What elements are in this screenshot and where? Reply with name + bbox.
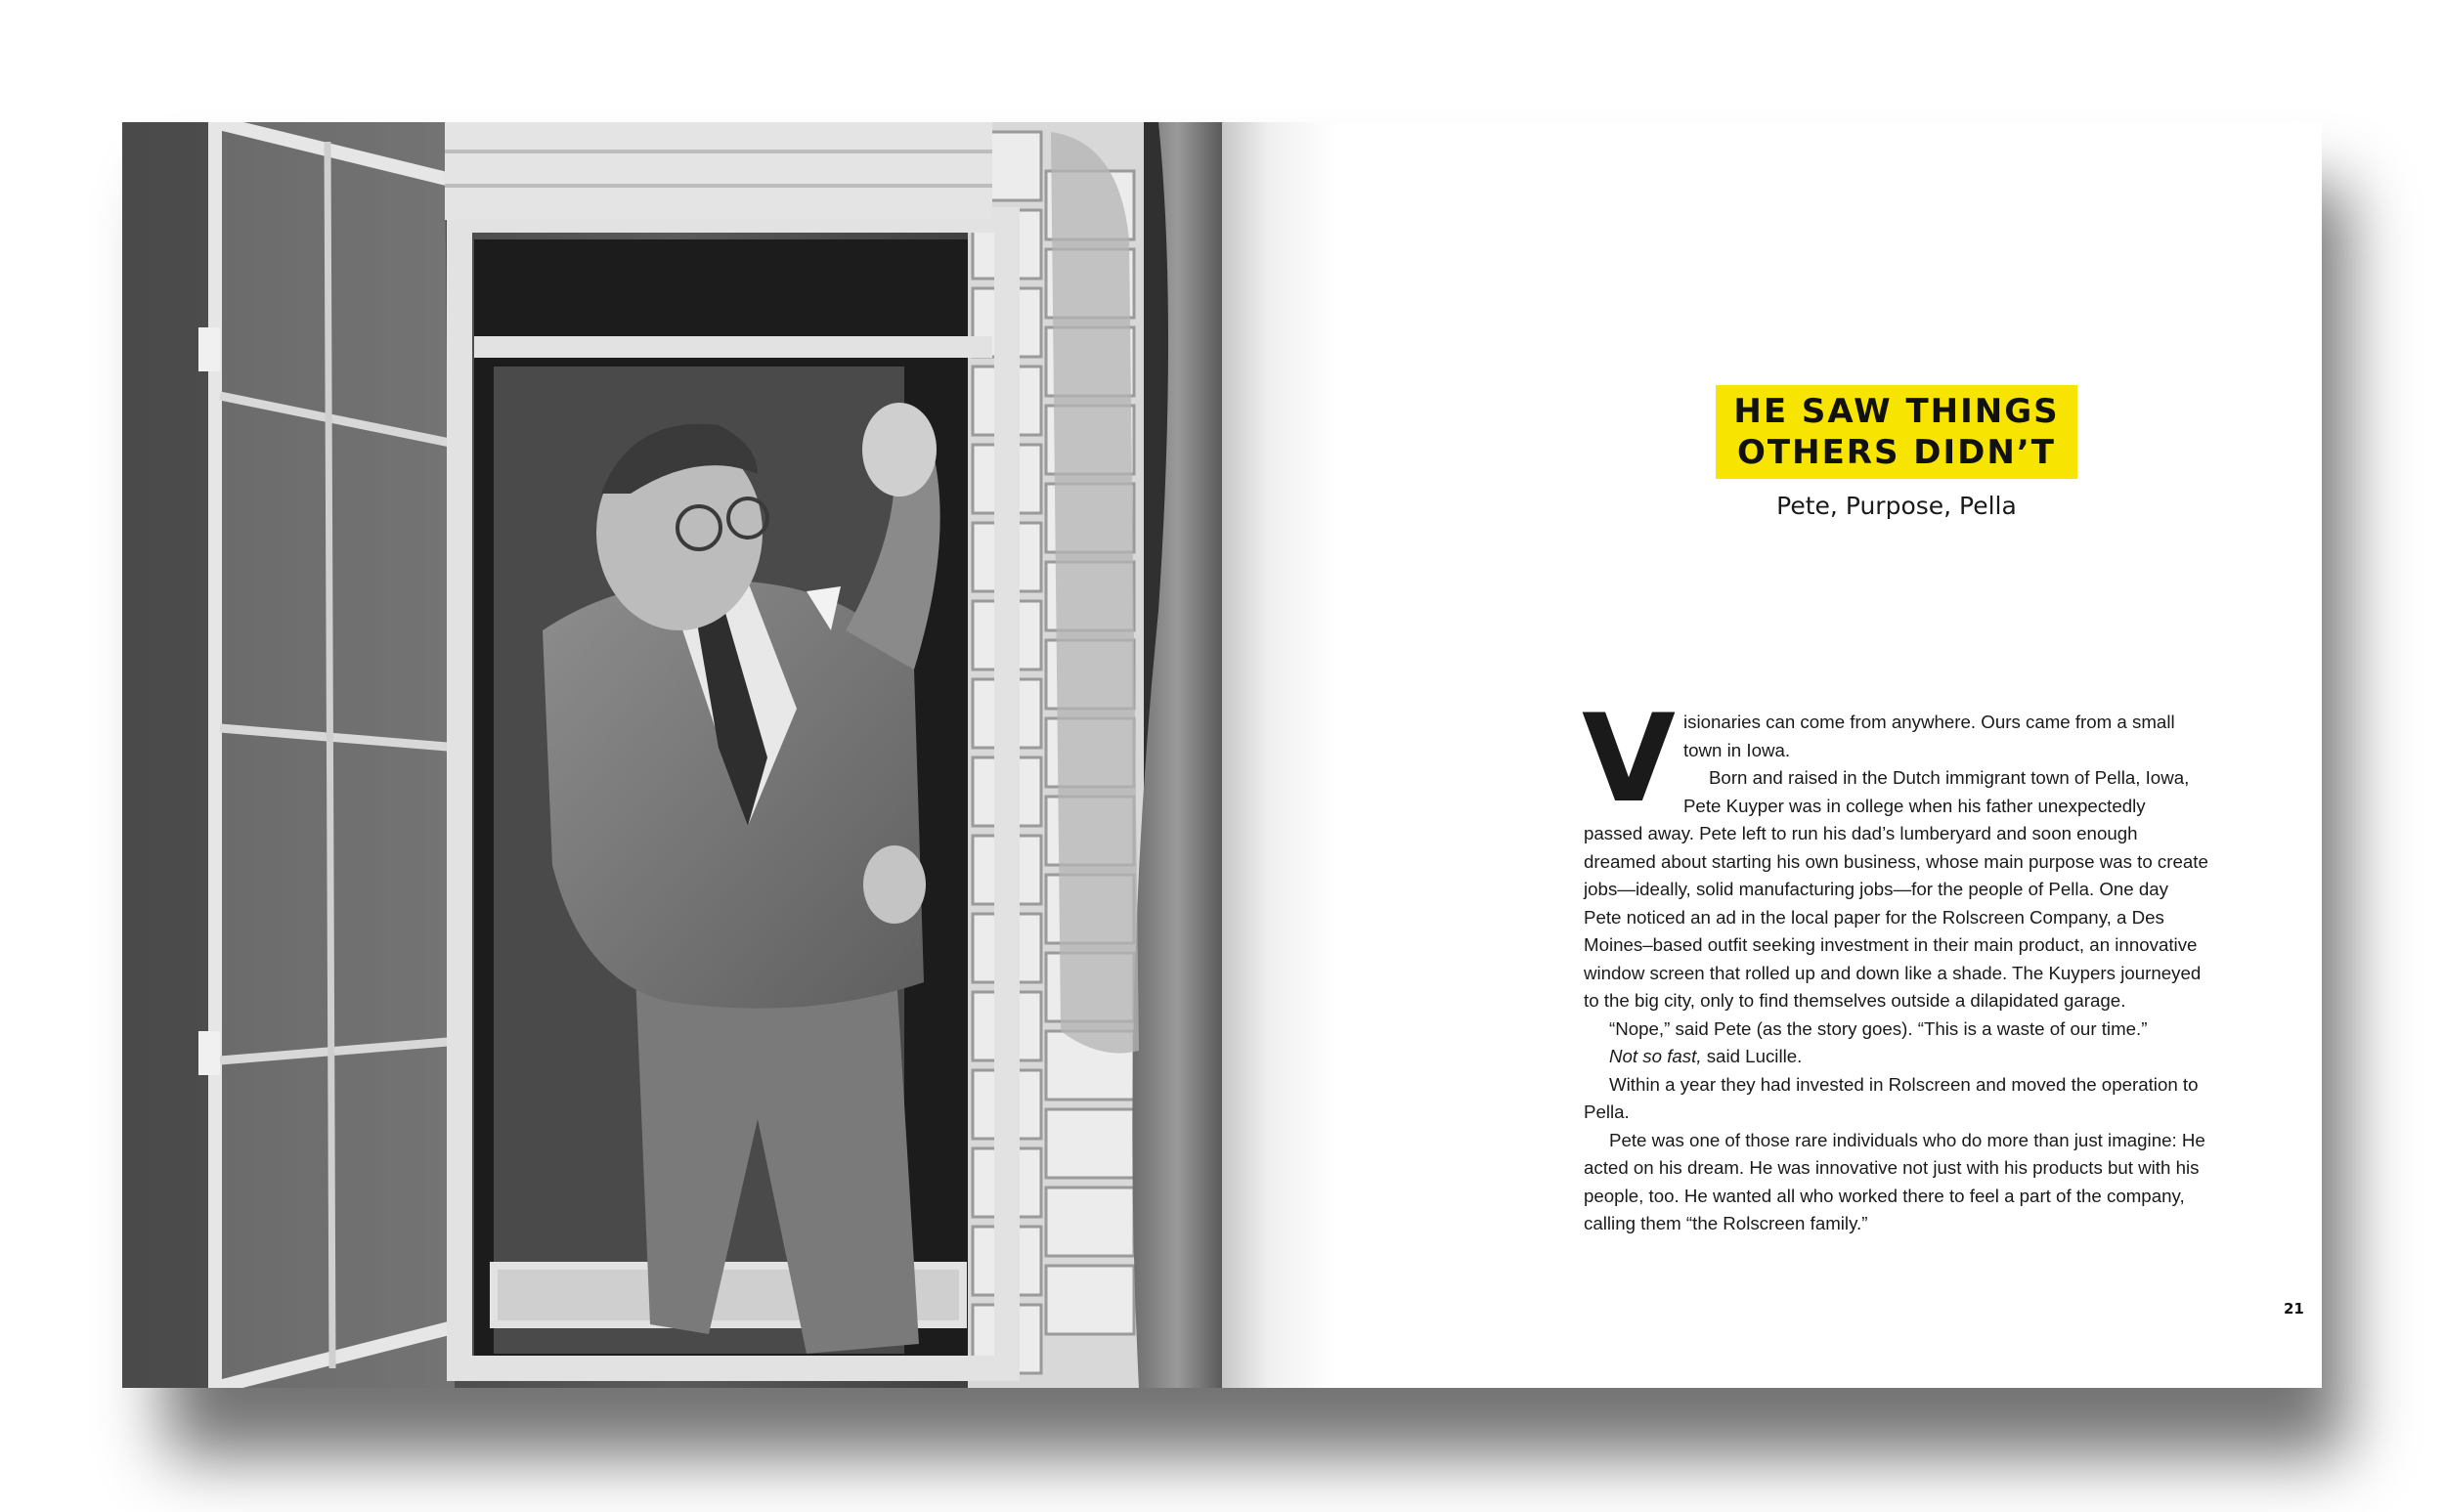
paragraph-1-text: isionaries can come from anywhere. Ours came from a small town in Iowa. bbox=[1682, 712, 2175, 760]
headline-line-1: HE SAW THINGS bbox=[1733, 392, 2060, 431]
subtitle: Pete, Purpose, Pella bbox=[1776, 492, 2017, 520]
headline-line-2: OTHERS DIDN’T bbox=[1737, 433, 2056, 472]
siding-left bbox=[122, 122, 220, 1388]
article-body bbox=[1582, 689, 2209, 1238]
paragraph-4-text: said Lucille. bbox=[1701, 1046, 1803, 1066]
paragraph-4-italic: Not so fast, bbox=[1609, 1046, 1702, 1066]
paragraph-3: “Nope,” said Pete (as the story goes). “This is a waste of our time.” bbox=[1609, 1017, 2148, 1039]
man-at-window-photo bbox=[122, 122, 1222, 1388]
drop-cap: V bbox=[1582, 689, 1676, 830]
right-page bbox=[1222, 122, 2322, 1388]
paragraph-4 bbox=[1584, 1043, 2209, 1071]
paragraph-6: Pete was one of those rare individuals who do more than just imagine: He acted on his dream. He was innovative not just with his products but with his people, too. He wanted all who worked there to feel a part of the company, calling them “the Rolscreen family.” bbox=[1584, 1129, 2205, 1233]
paragraph-1 bbox=[1582, 689, 2209, 830]
page-number: 21 bbox=[2284, 1300, 2304, 1318]
paragraph-5: Within a year they had invested in Rolscreen and moved the operation to Pella. bbox=[1584, 1073, 2199, 1122]
paragraph-2: Born and raised in the Dutch immigrant town of Pella, Iowa, Pete Kuyper was in college when his father unexpectedly passed away. Pete left to run his dad’s lumberyard and soon enough dreamed about starting his own business, whose main purpose was to create jobs—ideally, solid manufacturing jobs—for the people of Pella. One day Pete noticed an ad in the local paper for the Rolscreen Company, a Des Moines–based outfit seeking investment in their main product, an innovative window screen that rolled up and down like a shade. The Kuypers journeyed to the big city, only to find themselves outside a dilapidated garage. bbox=[1584, 767, 2208, 1011]
left-page-photo bbox=[122, 122, 1222, 1388]
book-spread bbox=[122, 122, 2322, 1388]
